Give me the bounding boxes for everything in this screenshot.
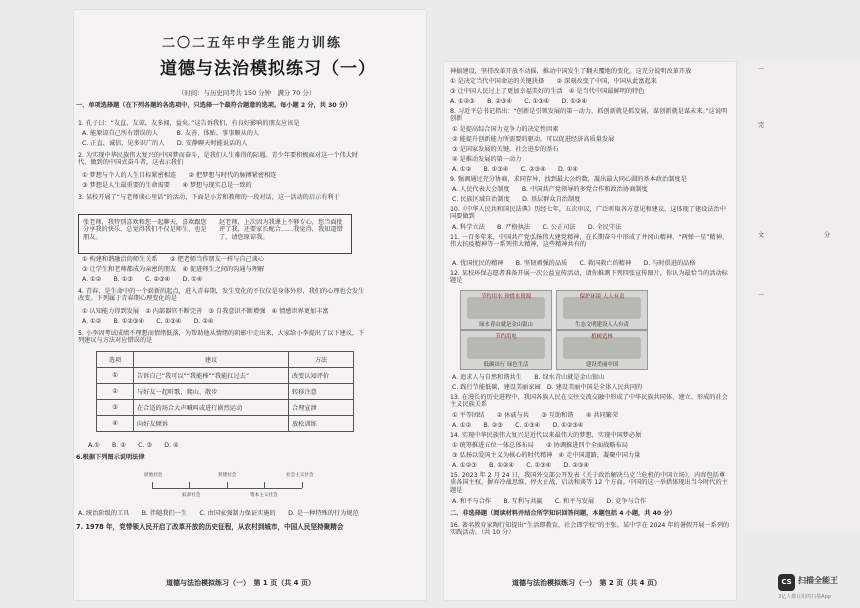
text-line: A. 和平与合作 B. 互利与共赢 C. 和平与发展 D. 竞争与合作 <box>452 498 647 505</box>
poster-heading: 保护环境 人人有责 <box>579 294 625 300</box>
dialog-teacher: 赵老师，上次因为我课上不够专心，您当面批评了我，还要家长配合……我觉得，我知道错了，请您原谅我。 <box>219 219 343 241</box>
table-cell: 放松训练 <box>289 416 354 432</box>
text-line: A. 科学立法 B. 严格执法 C. 公正司法 D. 全民守法 <box>452 224 622 231</box>
timeline-label: 原始社会 <box>144 473 163 478</box>
table-row <box>97 384 354 400</box>
text-line: 神搞建设，坚持改革开放不动摇，推动中国发生了翻天覆地的变化。这充分说明改革开放 <box>450 68 692 75</box>
poster-illustration <box>563 337 641 359</box>
text-line: A. 人民代表大会制度 B. 中国共产党领导的多党合作和政治协商制度 <box>452 186 648 193</box>
q2-options-1: ① 梦想与个人的人生目标紧密相连 ② 把梦想与时代的脉搏紧密相连 <box>82 172 277 179</box>
table-cell: 转移注意 <box>289 384 354 400</box>
poster-illustration <box>467 337 545 359</box>
table-cell: ③ <box>97 400 134 416</box>
text-line: ① 是决定当代中国命运的关键抉择 ② 深刻改变了中国，中国从此富起来 <box>450 78 657 85</box>
timeline-label: 奴隶社会 <box>182 493 201 498</box>
scanner-watermark <box>778 572 856 600</box>
table-cell: 告诉自己“我可以”“我能棒”“我能扛过去” <box>134 368 289 384</box>
text-line: ③ 让中国人民过上了更加幸福美好的生活 ④ 是当代中国最鲜明的特色 <box>450 88 645 95</box>
poster-caption: 低碳出行 绿色生活 <box>483 362 529 368</box>
timeline-axis <box>152 488 302 489</box>
poster-image <box>556 330 648 370</box>
table-cell: 改变认知评价 <box>289 368 354 384</box>
exam-subtitle: 道德与法治模拟练习（一） <box>160 59 376 79</box>
poster-illustration <box>563 297 641 319</box>
timeline-label: 封建社会 <box>218 473 237 478</box>
q3-choices: A. ①② B. ①③ C. ②③④ D. ①④ <box>82 276 203 283</box>
exam-title: 二〇二五年中学生能力训练 <box>162 36 343 51</box>
poster-caption: 绿水青山就是金山银山 <box>479 322 533 328</box>
q4-options: ① 认知能力得到发展 ② 内部器官不断完善 ③ 自我意识不断增强 ④ 情感世界更加丰富 <box>82 308 329 315</box>
text-line: ③ 是国家发展的关键，社会进步的基石 <box>452 146 559 153</box>
text-line: C. 民族区域自治制度 D. 基层群众自治制度 <box>452 196 581 203</box>
poster-heading: 节约用水 珍惜水资源 <box>480 294 532 300</box>
table-row <box>97 400 354 416</box>
q6-stem: 6.根据下列图示说明法律 <box>76 454 145 461</box>
poster-caption: 建设美丽中国 <box>585 362 619 368</box>
table-row <box>97 416 354 432</box>
text-line: A. ①②③ B. ②③④ C. ①③④ D. ①②④ <box>450 98 587 105</box>
timeline-label: 资本主义社会 <box>250 493 278 498</box>
q7-stem: 7. 1978 年，党带领人民开启了改革开放的历史征程，从农村到城市，中国人民坚持聚精会 <box>76 523 344 531</box>
q16-stem: 16. 著名教育家陶行知提出“生活即教育，社会即学校”的主张。某中学在 2024 年的暑假开展一系列的实践活动。（共 10 分） <box>450 522 730 537</box>
scanner-app-name: 扫描全能王 <box>798 576 838 585</box>
exam-page-2 <box>444 62 736 600</box>
q2-stem: 2. 为实现中华民族伟大复兴的中国梦而奋斗，是我们人生难得的际遇。青少年要积极面对这一个伟大时代，做到的中国式奋斗者，这表示我们 <box>78 152 359 167</box>
scanner-logo-icon: CS <box>778 574 795 591</box>
q5-choices: A.① B. ② C. ③ D. ④ <box>88 442 179 449</box>
section2-heading: 二、非选择题（阅读材料并结合所学知识回答问题，本题包括 4 小题，共 40 分） <box>450 510 676 517</box>
q13-stem: 13. 在漫长的历史进程中，我国各族人民在交往交流交融中形成了中华民族共同体，建立、形成的社会主义民族关系 <box>450 394 728 409</box>
text-line: A. 追求人与自然和谐共生 B. 绿水青山就是金山银山 <box>452 374 605 381</box>
timeline-label: 社会主义社会 <box>286 473 314 478</box>
text-line: A. 忧国忧民的精神 B. 坚韧顽强的品质 C. 救国救亡的精神 D. 与时俱进的品格 <box>452 260 696 267</box>
table-cell: ② <box>97 384 134 400</box>
q4-stem: 4. 青春，是生命中的一个崭新的起点，进入青春期，发生变化的不仅仅是身体外形，我们的心理也会发生改变。下列属于青春期心理变化的是 <box>78 288 365 303</box>
poster-image <box>556 290 648 330</box>
q8-stem: 8. 习近平总书记指出：“创新是引领发展的第一动力，抓创新就是抓发展，谋创新就是谋未来。”这说明创新 <box>450 108 728 123</box>
table-row <box>97 368 354 384</box>
strip-text: 一 <box>758 66 765 73</box>
q3-stem: 3. 某校开展了“与老师谈心里话”的活动，下面是小芳和教师的一段对话，这一活动的启示有利于 <box>78 194 340 201</box>
text-line: ① 平等团结 ② 休戚与共 ③ 互助和谐 ④ 共同繁荣 <box>452 412 619 419</box>
q3-options-2: ③ 让学生和老师都成为亲密的朋友 ④ 促进师生之间的沟通与理解 <box>82 266 265 273</box>
text-line: ① 统筹推进五位一体总体布局 ② 协调推进四个全面战略布局 <box>452 442 628 449</box>
exam-info: （时间：与历史同考共 150 分钟 满分 70 分） <box>178 89 316 97</box>
poster-image <box>460 330 552 370</box>
q9-stem: 9. 强调通过充分协商，求同存异，找到最大公约数，凝出最大同心圆的基本政治制度是 <box>450 176 687 183</box>
text-line: ③ 弘扬以爱国主义为核心的时代精神 ④ 走中国道路，凝聚中国力量 <box>452 452 641 459</box>
table-cell: ④ <box>97 416 134 432</box>
q3-options-1: ① 构建和谐融洽的师生关系 ② 把老师当作朋友一样与自己谈心 <box>82 256 265 263</box>
table-cell: 与好友一起听歌、爬山、散步 <box>134 384 289 400</box>
advice-table <box>96 351 354 432</box>
table-header-row <box>97 352 354 368</box>
q11-stem: 11. 一百多年来，中国共产党弘扬伟大建党精神，在长期奋斗中形成了井冈山精神、“两弹一星”精神、伟大抗疫精神等一系列伟大精神，这些精神共有的 <box>450 234 729 249</box>
page-footer: 道德与法治模拟练习（一） 第 2 页（共 4 页） <box>512 579 661 587</box>
text-line: C. 践行节能低碳，建设美丽家园 D. 建设美丽中国是全体人民共同的 <box>452 384 643 391</box>
table-header: 选项 <box>97 352 134 368</box>
timeline-tick <box>227 482 228 488</box>
strip-text: 分 <box>824 232 831 239</box>
partial-page-strip <box>744 62 860 532</box>
section1-heading: 一、单项选择题（在下列各题的各选项中，只选择一个最符合题意的选项。每小题 2 分，共 30 分） <box>76 102 352 109</box>
table-header: 方法 <box>289 352 354 368</box>
timeline-tick <box>302 482 303 488</box>
table-header: 建议 <box>134 352 289 368</box>
poster-illustration <box>467 297 545 319</box>
strip-text: 文 <box>758 232 765 239</box>
text-line: A. ①② B. ①③④ C. ②③④ D. ①④ <box>452 166 578 173</box>
poster-heading: 节约用电 <box>495 334 517 340</box>
table-cell: 向好友倾诉 <box>134 416 289 432</box>
table-cell: 合理宣泄 <box>289 400 354 416</box>
poster-heading: 植树造林 <box>591 334 613 340</box>
strip-text: 一 <box>758 292 765 299</box>
scanner-tagline: 3亿人都在用的扫描App <box>778 594 831 600</box>
q1-options-cd: C. 正直、诚信、见多识广的人 D. 安静聊天时能说话的人 <box>82 140 248 147</box>
timeline-tick <box>152 482 153 488</box>
q2-options-2: ③ 梦想是人生最重要的生命需要 ④ 梦想与现实总是一致的 <box>82 182 252 189</box>
table-cell: ① <box>97 368 134 384</box>
poster-caption: 生态文明建设人人有责 <box>575 322 629 328</box>
page-footer: 道德与法治模拟练习（一） 第 1 页（共 4 页） <box>166 579 315 587</box>
q6-choices: A. 统治阶级的工具 B. 伴随我们一生 C. 由国家强制力保证实施的 D. 是一种特殊的行为规范 <box>78 510 359 517</box>
q4-choices: A. ①② B. ①②③④ C. ①③④ D. ②④ <box>82 318 214 325</box>
text-line: ④ 是推动发展的第一动力 <box>452 156 522 163</box>
text-line: A. ①② B. ②③ C. ①③④ D. ①②③④ <box>452 422 584 429</box>
q12-stem: 12. 某校环保志愿者准备开展一次公益宣传活动，请你推测下列四张宣传图片，你认为最恰当的活动标题是 <box>450 270 728 285</box>
text-line: A. ①②③ B. ①②④ C. ①③④ D. ②③④ <box>452 462 589 469</box>
q15-stem: 15. 2023 年 2 月 24 日，我国外交部公开发表《关于政治解决乌克兰危机的中国立场》，内容包括尊重各国主权、摒弃冷战思维、停火止战、启动和谈等 12 个方面。中国的这一举措体现出当今时代的主题是 <box>450 472 728 494</box>
text-line: ② 能提升创新能力所需要的驱动，可以促进经济高质量发展 <box>452 136 615 143</box>
dialog-box <box>78 214 352 254</box>
q1-options-ab: A. 能原谅自己所有错误的人 B. 友善、体贴、事事顺从的人 <box>82 130 260 137</box>
exam-page-1 <box>74 10 426 600</box>
timeline-tick <box>189 482 190 488</box>
poster-image <box>460 290 552 330</box>
q10-stem: 10.《中华人民共和国民法典》历经七年，五次审议，广泛听取各方意见和建议，这体现了建设法治中国要做到 <box>450 206 726 221</box>
q14-stem: 14. 实现中华民族伟大复兴是近代以来最伟大的梦想，实现中国梦必须 <box>450 432 642 439</box>
q1-stem: 1. 孔子曰：“友直，友谅，友多闻，益矣。”这告诉我们，有良好影响的朋友应该是 <box>78 120 300 127</box>
q5-stem: 5. 小李因考试成绩不理想而情绪低落，为帮助他从情绪的阴影中走出来，大家给小李提出了以下建议，下列建议与方法对应错误的是 <box>78 330 365 345</box>
strip-text: 完 <box>758 122 765 129</box>
table-cell: 在合适的场合大声喊叫或进行剧烈运动 <box>134 400 289 416</box>
timeline-tick <box>264 482 265 488</box>
text-line: ① 是提高综合国力竞争力的决定性因素 <box>452 126 559 133</box>
dialog-student: 张老师，我特别喜欢和您一起聊天，喜欢跟您分享我的快乐，总觉得我们不仅是师生，也是朋友。 <box>83 219 207 241</box>
